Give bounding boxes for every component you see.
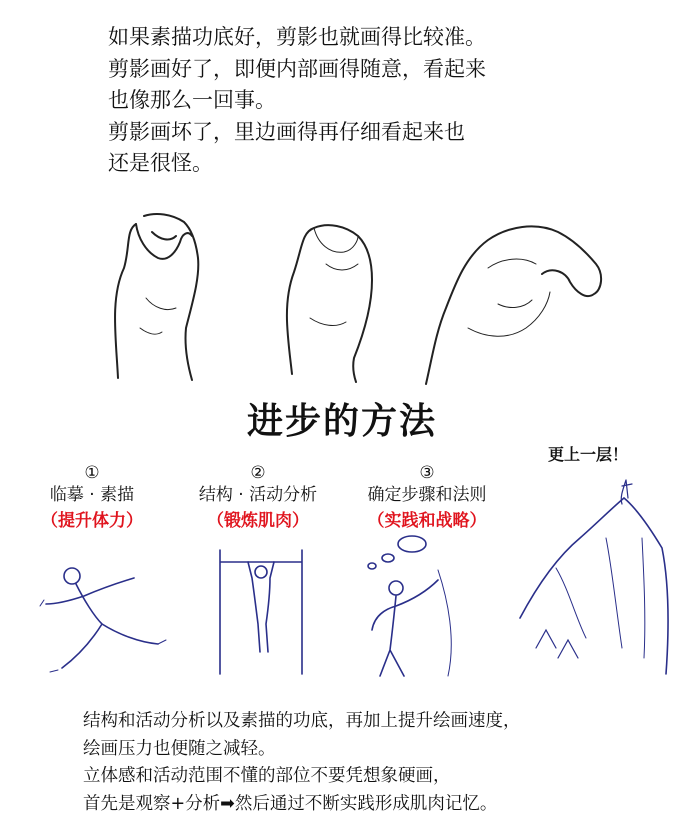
mountain-summit-sketch: [516, 478, 674, 678]
step-title: 结构 · 活动分析: [198, 485, 318, 505]
pullup-figure-sketch: [218, 548, 308, 676]
step-2: [182, 464, 334, 534]
hand-silhouette-drawings: [96, 208, 616, 388]
step-3: [352, 464, 502, 534]
intro-line: 剪影画好了，即便内部画得随意，看起来: [108, 56, 486, 81]
step-1: [22, 464, 162, 534]
step-subtitle: （锻炼肌肉）: [207, 511, 309, 531]
thinking-climber-sketch: [352, 530, 462, 680]
step-subtitle: （提升体力）: [41, 511, 143, 531]
intro-line: 也像那么一回事。: [108, 88, 276, 112]
intro-text: [108, 22, 578, 180]
hand-drawing-2: [287, 225, 372, 382]
step-title: 确定步骤和法则: [367, 485, 487, 505]
outro-line: 首先是观察+分析➡然后通过不断实践形成肌肉记忆。: [83, 793, 498, 814]
step-number: ③: [419, 463, 435, 483]
outro-line: 绘画压力也便随之减轻。: [83, 738, 276, 759]
outro-text: [83, 708, 673, 818]
intro-line: 如果素描功底好，剪影也就画得比较准。: [108, 25, 486, 49]
outro-line: 立体感和活动范围不懂的部位不要凭想象硬画，: [83, 766, 451, 786]
step-number: ①: [84, 463, 100, 483]
step-title: 临摹 · 素描: [49, 485, 135, 505]
intro-line: 还是很怪。: [108, 151, 213, 175]
running-figure-sketch: [38, 560, 188, 680]
next-level-label: 更上一层！: [548, 445, 629, 464]
hand-drawing-3: [426, 226, 601, 384]
intro-line: 剪影画坏了，里边画得再仔细看起来也: [108, 119, 465, 144]
outro-line: 结构和活动分析以及素描的功底，再加上提升绘画速度，: [83, 711, 521, 731]
step-number: ②: [250, 463, 266, 483]
hand-drawing-1: [115, 214, 198, 380]
step-subtitle: （实践和战略）: [367, 511, 487, 531]
section-heading: 进步的方法: [246, 401, 437, 442]
